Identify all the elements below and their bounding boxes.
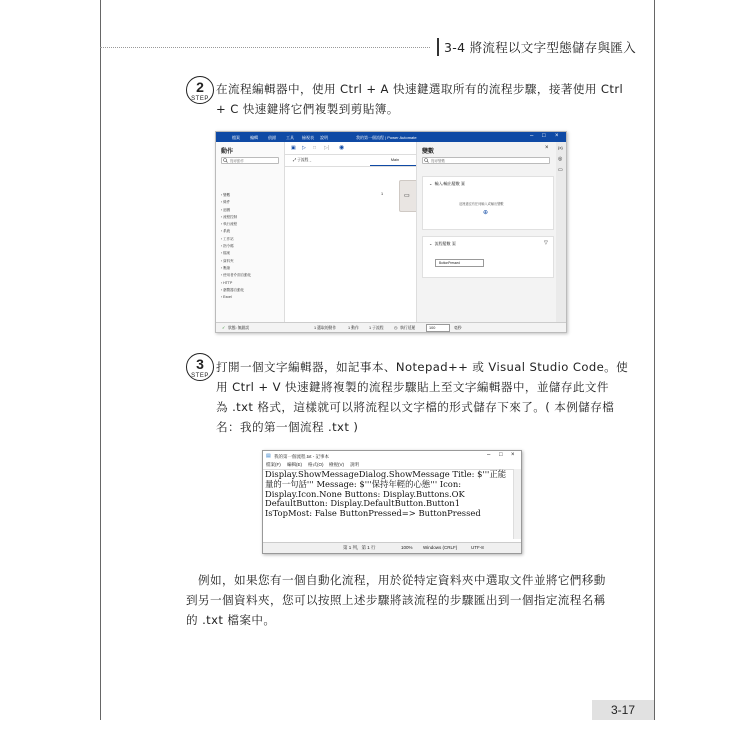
add-icon[interactable]: ⊕ (483, 210, 489, 216)
np-text-line: DefaultButton: Display.DefaultButton.Button1 (265, 498, 461, 509)
step-3-line: 打開一個文字編輯器，如記事本、Notepad++ 或 Visual Studio Code。使 (216, 360, 629, 374)
np-status-eol: Windows (CRLF) (423, 545, 458, 550)
pa-action-category[interactable]: › 壓縮 (221, 265, 231, 270)
maximize-icon[interactable]: □ (542, 133, 546, 139)
pa-action-category[interactable]: › 迴圈 (221, 207, 231, 212)
pa-vars-title: 變數 (422, 149, 435, 155)
layers-icon[interactable]: ◎ (558, 156, 563, 162)
step-3-text (216, 357, 629, 437)
pa-action-category[interactable]: › 流程控制 (221, 214, 238, 219)
pa-flow-vars-header[interactable]: ⌄ 流程變數 1 (429, 241, 455, 246)
page-frame-left (100, 0, 101, 720)
pa-menu-item[interactable]: 檔案 (232, 135, 240, 140)
pa-action-category[interactable]: › 工作站 (221, 236, 234, 241)
pa-menu-item[interactable]: 說明 (320, 135, 328, 140)
pa-subflow-dropdown[interactable]: ⤢ 子流程 ⌄ (293, 158, 312, 162)
np-status-zoom: 100% (401, 545, 413, 550)
np-window-title: 我的第一個流程.txt - 記事本 (274, 454, 329, 459)
pa-action-category[interactable]: › 資料夾 (221, 258, 234, 263)
close-icon[interactable]: × (511, 452, 515, 458)
maximize-icon[interactable]: □ (499, 452, 503, 458)
pa-action-category[interactable]: › 使用者介面自動化 (221, 273, 252, 278)
np-status-bar (263, 542, 521, 553)
np-scrollbar[interactable] (513, 469, 521, 539)
pa-actions-pane (216, 142, 285, 322)
pa-io-vars-section (422, 176, 554, 230)
np-text-line: Display.ShowMessageDialog.ShowMessage Title: $'''正能 (265, 469, 507, 479)
step-3-badge (186, 353, 214, 381)
image-icon[interactable]: ▭ (558, 167, 563, 173)
step-3-line: 為 .txt 格式，這樣就可以將流程以文字檔的形式儲存下來了。( 本例儲存檔 (216, 400, 615, 414)
minimize-icon[interactable]: – (530, 133, 534, 139)
pa-menu-item[interactable]: 編輯 (250, 135, 258, 140)
pa-status-delay-label: 執行延遲 (400, 326, 416, 330)
step-3-line: 名：我的第一個流程 .txt ) (216, 420, 359, 434)
record-icon[interactable]: ◉ (339, 145, 345, 151)
pa-delay-input[interactable]: 100 (426, 324, 450, 332)
clock-icon: ◷ (394, 326, 398, 330)
pa-window-title: 我的第一個流程 | Power Automate (356, 135, 417, 140)
variables-icon[interactable]: {x} (558, 145, 563, 150)
message-icon: ▭ (404, 193, 410, 199)
filter-icon[interactable]: ▽ (544, 240, 548, 246)
pa-flow-vars-section (422, 236, 554, 278)
pa-menu-item[interactable]: 偵錯 (268, 135, 276, 140)
pa-action-category[interactable]: › 系統 (221, 229, 231, 234)
pa-menu-item[interactable]: 工具 (286, 135, 294, 140)
np-menu-item[interactable]: 格式(O) (308, 462, 324, 467)
pa-status-actions: 1 動作 (348, 326, 359, 330)
pa-action-category[interactable]: › 變數 (221, 193, 231, 197)
pa-right-rail (556, 142, 566, 322)
pa-action-category[interactable]: › Excel (221, 295, 232, 300)
np-text-line: Display.Icon.None Buttons: Display.Buttons.OK (265, 488, 465, 499)
stop-icon[interactable]: □ (313, 145, 317, 151)
step-2-line: + C 快速鍵將它們複製到剪貼簿。 (216, 102, 399, 116)
body-line: 例如，如果您有一個自動化流程，用於從特定資料夾中選取文件並將它們移動 (198, 573, 606, 587)
pa-flow-var-chip[interactable]: ButtonPressed (435, 259, 484, 267)
step-number: 2 (196, 79, 204, 95)
page-frame-right (654, 0, 655, 720)
header-bar (437, 38, 439, 56)
pa-action-category[interactable]: › 執行流程 (221, 222, 238, 227)
pa-status-errors: 狀態: 無錯誤 (228, 326, 250, 330)
search-icon (424, 158, 429, 163)
step-2-text (216, 79, 624, 119)
step-2-line: 在流程編輯器中，使用 Ctrl + A 快速鍵選取所有的流程步驟，接著使用 Ctrl (216, 82, 624, 96)
header-dotted-rule (100, 47, 430, 48)
pa-status-subflows: 1 子流程 (369, 326, 384, 330)
pa-io-vars-header[interactable]: ⌄ 輸入/輸出變數 0 (429, 181, 465, 186)
np-menu-item[interactable]: 說明 (350, 462, 359, 467)
notepad-icon: ▤ (266, 453, 271, 459)
np-menu-item[interactable]: 檔案(F) (266, 462, 281, 467)
count-badge: 1 (452, 241, 455, 246)
pa-action-category[interactable]: › 檔案 (221, 251, 231, 256)
pa-action-category[interactable]: › 瀏覽器自動化 (221, 287, 245, 292)
save-icon[interactable]: ▣ (291, 145, 296, 151)
run-icon[interactable]: ▷ (302, 145, 306, 151)
chapter-title: 3-4 將流程以文字型態儲存與匯入 (444, 40, 636, 55)
close-icon[interactable]: × (555, 133, 559, 139)
step-number: 3 (196, 356, 204, 372)
pa-row-number: 1 (381, 192, 384, 196)
close-icon[interactable]: × (545, 145, 549, 151)
tab-main[interactable]: Main (370, 156, 420, 166)
notepad-screenshot (262, 450, 522, 554)
status-ok-icon: ✓ (222, 326, 226, 330)
step-label: STEP (191, 96, 209, 102)
pa-action-category[interactable]: › 指令碼 (221, 244, 234, 249)
pa-variables-pane (416, 142, 557, 322)
step-icon[interactable]: ▷| (324, 145, 330, 151)
np-title-bar (263, 451, 521, 461)
pa-status-bar (216, 322, 566, 333)
np-status-encoding: UTF-8 (471, 545, 484, 550)
body-line: 的 .txt 檔案中。 (186, 613, 276, 627)
pa-actions-search[interactable]: 搜尋動作 (221, 157, 279, 164)
pa-title-bar (216, 132, 566, 142)
body-paragraph (186, 570, 616, 630)
step-2-badge (186, 76, 214, 104)
minimize-icon[interactable]: – (487, 452, 491, 458)
np-text-area[interactable] (265, 470, 511, 519)
np-menu-item[interactable]: 檢視(V) (329, 462, 344, 467)
step-label: STEP (191, 373, 209, 379)
pa-action-list (221, 192, 251, 301)
power-automate-screenshot (215, 131, 567, 333)
count-badge: 0 (461, 181, 465, 186)
np-text-line: 量的一句話''' Message: $'''保持年輕的心態''' Icon: (265, 478, 462, 489)
np-menu-item[interactable]: 編輯(E) (287, 462, 302, 467)
body-line: 到另一個資料夾，您可以按照上述步驟將該流程的步驟匯出到一個指定流程名稱 (186, 593, 606, 607)
np-status-position: 第 1 列，第 1 行 (343, 545, 376, 550)
pa-status-unit: 毫秒 (454, 326, 462, 330)
pa-io-vars-hint: 這裡還沒有任何輸入或輸出變數 (459, 202, 504, 206)
pa-action-category[interactable]: › HTTP (221, 280, 233, 285)
pa-status-selected: 1 選取的動作 (314, 326, 337, 330)
np-text-line: IsTopMost: False ButtonPressed=> ButtonPressed (265, 508, 481, 519)
pa-menu-item[interactable]: 檢視表 (302, 135, 314, 140)
pa-vars-search[interactable]: 搜尋變數 (422, 157, 550, 164)
pa-actions-title: 動作 (221, 149, 234, 155)
step-3-line: 用 Ctrl + V 快速鍵將複製的流程步驟貼上至文字編輯器中，並儲存此文件 (216, 380, 609, 394)
search-icon (223, 158, 228, 163)
pa-action-category[interactable]: › 條件 (221, 200, 231, 205)
page-number: 3-17 (592, 700, 654, 720)
